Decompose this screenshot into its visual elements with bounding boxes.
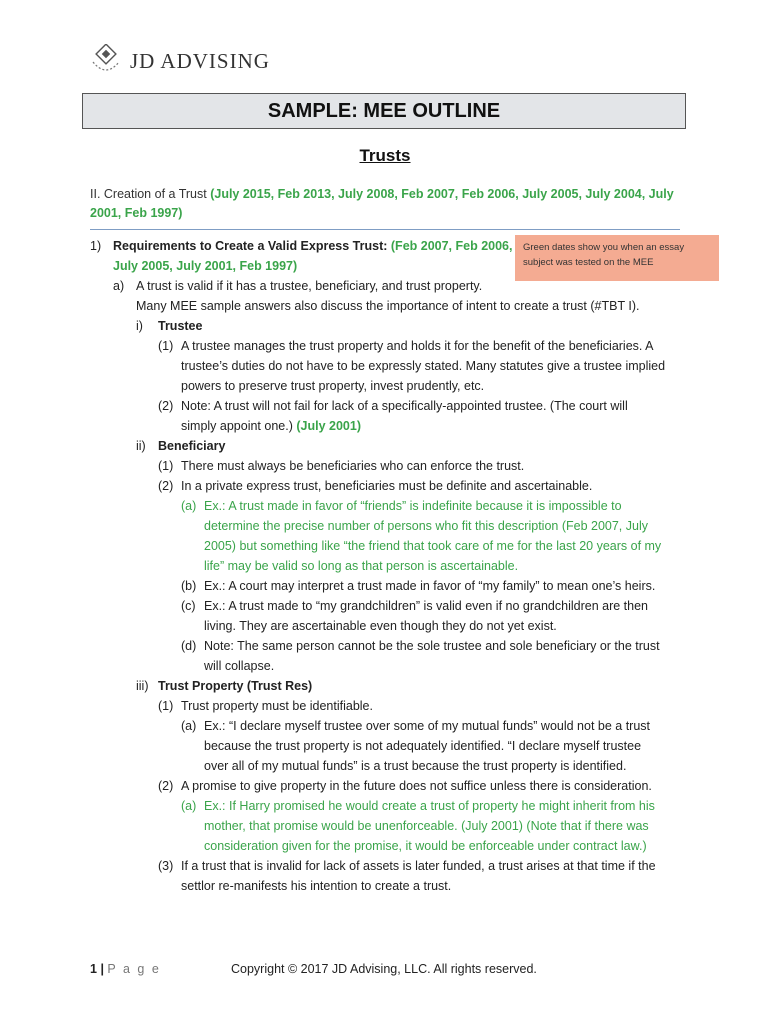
outline-number: (c) bbox=[181, 599, 196, 613]
outline-number: (1) bbox=[158, 339, 174, 353]
outline-heading-trust-property: Trust Property (Trust Res) bbox=[158, 679, 313, 693]
outline-number: 1) bbox=[90, 239, 102, 253]
outline-number: ii) bbox=[136, 439, 146, 453]
jd-logo-icon bbox=[90, 44, 122, 78]
brand-name: JD ADVISING bbox=[130, 48, 270, 73]
outline-heading-trustee: Trustee bbox=[158, 319, 203, 333]
outline-text: trustee’s duties do not have to be expressly stated. Many statutes give a trustee implied bbox=[181, 359, 666, 373]
outline-number: (2) bbox=[158, 479, 174, 493]
outline-text: determine the precise number of persons who fit this description (Feb 2007, July bbox=[204, 519, 648, 533]
section-heading bbox=[90, 185, 680, 230]
outline-heading-requirements: Requirements to Create a Valid Express Trust: (Feb 2007, Feb 2006, bbox=[113, 239, 513, 253]
outline-text: A promise to give property in the future does not suffice unless there is consideration. bbox=[181, 779, 652, 793]
outline-text: life” may be valid so long as that person is ascertainable. bbox=[204, 559, 519, 573]
outline-number: iii) bbox=[136, 679, 149, 693]
outline-text: A trustee manages the trust property and holds it for the benefit of the beneficiaries. A bbox=[181, 339, 654, 353]
outline-heading-beneficiary: Beneficiary bbox=[158, 439, 226, 453]
outline-text: will collapse. bbox=[204, 659, 275, 673]
outline-text: Ex.: A court may interpret a trust made in favor of “my family” to mean one’s heirs. bbox=[204, 579, 656, 593]
outline-text: settlor re-manifests his intention to create a trust. bbox=[181, 879, 452, 893]
section-dates: (July 2015, Feb 2013, July 2008, Feb 2007, Feb 2006, July 2005, July 2004, July 2001, Feb 1997) bbox=[90, 187, 674, 220]
outline-text: Ex.: If Harry promised he would create a trust of property he might inherit from his bbox=[204, 799, 655, 813]
outline-text: If a trust that is invalid for lack of assets is later funded, a trust arises at that time if the bbox=[181, 859, 656, 873]
outline-number: (1) bbox=[158, 699, 174, 713]
outline-text: Ex.: A trust made to “my grandchildren” is valid even if no grandchildren are then bbox=[204, 599, 648, 613]
outline-text: There must always be beneficiaries who can enforce the trust. bbox=[181, 459, 525, 473]
outline-text: simply appoint one.) (July 2001) bbox=[181, 419, 361, 433]
outline-text: A trust is valid if it has a trustee, beneficiary, and trust property. bbox=[136, 279, 483, 293]
copyright: Copyright © 2017 JD Advising, LLC. All rights reserved. bbox=[231, 962, 537, 976]
section-label: II. Creation of a Trust bbox=[90, 187, 207, 201]
outline-text: powers to preserve trust property, invest prudently, etc. bbox=[181, 379, 485, 393]
outline-number: (2) bbox=[158, 399, 174, 413]
outline-text: Ex.: A trust made in favor of “friends” is indefinite because it is impossible to bbox=[204, 499, 622, 513]
outline-text: Ex.: “I declare myself trustee over some of my mutual funds” would not be a trust bbox=[204, 719, 651, 733]
outline-text: consideration given for the promise, it would be enforceable under contract law.) bbox=[204, 839, 647, 853]
outline-number: (a) bbox=[181, 499, 197, 513]
outline-text: Many MEE sample answers also discuss the importance of intent to create a trust (#TBT I). bbox=[136, 299, 640, 313]
outline-number: (d) bbox=[181, 639, 197, 653]
page-title: SAMPLE: MEE OUTLINE bbox=[267, 99, 501, 122]
outline-number: (a) bbox=[181, 799, 197, 813]
subject-heading: Trusts bbox=[359, 146, 411, 165]
logo bbox=[90, 44, 270, 78]
outline-text: 2005) but something like “the friend that took care of me for the last 20 years of my bbox=[204, 539, 662, 553]
outline-text: over all of my mutual funds” is a trust because the trust property is identified. bbox=[204, 759, 627, 773]
outline-text: living. They are ascertainable even though they do not yet exist. bbox=[204, 619, 557, 633]
outline-number: (b) bbox=[181, 579, 197, 593]
outline-text: because the trust property is not adequately identified. “I declare myself trustee bbox=[204, 739, 642, 753]
outline-number: a) bbox=[113, 279, 125, 293]
outline-text: mother, that promise would be unenforceable. (July 2001) (Note that if there was bbox=[204, 819, 649, 833]
outline-dates: July 2005, July 2001, Feb 1997) bbox=[113, 259, 298, 273]
outline-number: (1) bbox=[158, 459, 174, 473]
outline-text: Trust property must be identifiable. bbox=[181, 699, 373, 713]
callout-note: Green dates show you when an essay subject was tested on the MEE bbox=[515, 235, 719, 281]
outline-number: (2) bbox=[158, 779, 174, 793]
outline-text: Note: A trust will not fail for lack of a specifically-appointed trustee. (The court will bbox=[181, 399, 628, 413]
title-box bbox=[82, 93, 686, 129]
outline-number: (a) bbox=[181, 719, 197, 733]
outline-text: Note: The same person cannot be the sole trustee and sole beneficiary or the trust bbox=[204, 639, 660, 653]
page-number: 1 | P a g e bbox=[90, 962, 161, 976]
outline-number: i) bbox=[136, 319, 143, 333]
outline-text: In a private express trust, beneficiaries must be definite and ascertainable. bbox=[181, 479, 593, 493]
outline-number: (3) bbox=[158, 859, 174, 873]
